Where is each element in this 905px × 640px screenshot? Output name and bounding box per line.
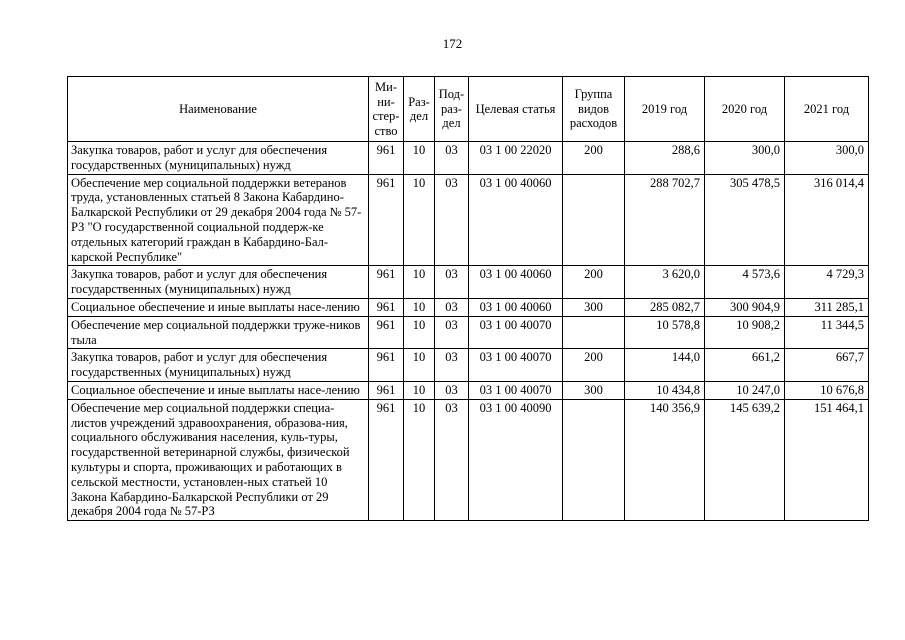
cell-section: 10 bbox=[404, 399, 435, 520]
cell-target: 03 1 00 40090 bbox=[469, 399, 563, 520]
header-group: Группа видов расходов bbox=[563, 77, 625, 142]
table-row bbox=[68, 349, 869, 382]
header-name: Наименование bbox=[68, 77, 369, 142]
cell-group: 200 bbox=[563, 349, 625, 382]
cell-name: Социальное обеспечение и иные выплаты насе-лению bbox=[68, 298, 369, 316]
cell-2021: 667,7 bbox=[785, 349, 869, 382]
cell-group: 200 bbox=[563, 142, 625, 175]
cell-subsection: 03 bbox=[435, 349, 469, 382]
cell-2019: 144,0 bbox=[625, 349, 705, 382]
cell-name: Закупка товаров, работ и услуг для обеспечения государственных (муниципальных) нужд bbox=[68, 349, 369, 382]
cell-subsection: 03 bbox=[435, 381, 469, 399]
cell-2019: 285 082,7 bbox=[625, 298, 705, 316]
cell-name: Обеспечение мер социальной поддержки труже-ников тыла bbox=[68, 316, 369, 349]
table-row bbox=[68, 298, 869, 316]
cell-2020: 300 904,9 bbox=[705, 298, 785, 316]
cell-2021: 300,0 bbox=[785, 142, 869, 175]
cell-2019: 10 434,8 bbox=[625, 381, 705, 399]
cell-ministry: 961 bbox=[369, 174, 404, 266]
cell-target: 03 1 00 40070 bbox=[469, 316, 563, 349]
cell-2020: 305 478,5 bbox=[705, 174, 785, 266]
cell-2019: 288 702,7 bbox=[625, 174, 705, 266]
table-row bbox=[68, 174, 869, 266]
cell-group: 300 bbox=[563, 298, 625, 316]
cell-2019: 3 620,0 bbox=[625, 266, 705, 299]
cell-2020: 4 573,6 bbox=[705, 266, 785, 299]
header-subsection: Под-раз-дел bbox=[435, 77, 469, 142]
cell-section: 10 bbox=[404, 298, 435, 316]
cell-2021: 10 676,8 bbox=[785, 381, 869, 399]
cell-2021: 311 285,1 bbox=[785, 298, 869, 316]
cell-section: 10 bbox=[404, 174, 435, 266]
table-row bbox=[68, 381, 869, 399]
cell-subsection: 03 bbox=[435, 316, 469, 349]
header-ministry: Ми-ни-стер-ство bbox=[369, 77, 404, 142]
cell-name: Обеспечение мер социальной поддержки специа-листов учреждений здравоохранения, образова-ния, социального обслуживания населения, куль-туры, государственной ветеринарной службы, физической культуры и спорта, проживающих и работающих в сельской местности, установлен-ных статьей 10 Закона Кабардино-Балкарской Республики от 29 декабря 2004 года № 57-РЗ bbox=[68, 399, 369, 520]
header-target: Целевая статья bbox=[469, 77, 563, 142]
cell-name: Обеспечение мер социальной поддержки ветеранов труда, установленных статьей 8 Закона Кабардино-Балкарской Республики от 29 декабря 2004 года № 57-РЗ "О государственной социальной поддерж-ке отдельных категорий граждан в Кабардино-Бал-карской Республике" bbox=[68, 174, 369, 266]
header-2021: 2021 год bbox=[785, 77, 869, 142]
cell-group: 200 bbox=[563, 266, 625, 299]
cell-subsection: 03 bbox=[435, 298, 469, 316]
cell-2020: 661,2 bbox=[705, 349, 785, 382]
cell-target: 03 1 00 22020 bbox=[469, 142, 563, 175]
cell-section: 10 bbox=[404, 266, 435, 299]
cell-2021: 4 729,3 bbox=[785, 266, 869, 299]
cell-target: 03 1 00 40070 bbox=[469, 349, 563, 382]
cell-ministry: 961 bbox=[369, 142, 404, 175]
cell-2020: 300,0 bbox=[705, 142, 785, 175]
cell-ministry: 961 bbox=[369, 399, 404, 520]
cell-2020: 10 908,2 bbox=[705, 316, 785, 349]
cell-ministry: 961 bbox=[369, 298, 404, 316]
header-2020: 2020 год bbox=[705, 77, 785, 142]
cell-2019: 288,6 bbox=[625, 142, 705, 175]
table-row bbox=[68, 266, 869, 299]
cell-subsection: 03 bbox=[435, 399, 469, 520]
cell-subsection: 03 bbox=[435, 174, 469, 266]
cell-ministry: 961 bbox=[369, 349, 404, 382]
cell-target: 03 1 00 40070 bbox=[469, 381, 563, 399]
cell-2019: 10 578,8 bbox=[625, 316, 705, 349]
cell-section: 10 bbox=[404, 349, 435, 382]
cell-target: 03 1 00 40060 bbox=[469, 298, 563, 316]
cell-subsection: 03 bbox=[435, 142, 469, 175]
cell-group bbox=[563, 174, 625, 266]
table-row bbox=[68, 399, 869, 520]
cell-group bbox=[563, 399, 625, 520]
budget-table bbox=[67, 76, 869, 521]
header-2019: 2019 год bbox=[625, 77, 705, 142]
cell-2020: 145 639,2 bbox=[705, 399, 785, 520]
cell-2021: 11 344,5 bbox=[785, 316, 869, 349]
cell-name: Социальное обеспечение и иные выплаты насе-лению bbox=[68, 381, 369, 399]
cell-section: 10 bbox=[404, 381, 435, 399]
cell-2020: 10 247,0 bbox=[705, 381, 785, 399]
cell-section: 10 bbox=[404, 142, 435, 175]
cell-2019: 140 356,9 bbox=[625, 399, 705, 520]
cell-name: Закупка товаров, работ и услуг для обеспечения государственных (муниципальных) нужд bbox=[68, 266, 369, 299]
cell-ministry: 961 bbox=[369, 381, 404, 399]
table-row bbox=[68, 142, 869, 175]
cell-ministry: 961 bbox=[369, 266, 404, 299]
header-row bbox=[68, 77, 869, 142]
page-number: 172 bbox=[442, 36, 463, 51]
cell-2021: 151 464,1 bbox=[785, 399, 869, 520]
table-row bbox=[68, 316, 869, 349]
header-section: Раз-дел bbox=[404, 77, 435, 142]
cell-section: 10 bbox=[404, 316, 435, 349]
cell-target: 03 1 00 40060 bbox=[469, 266, 563, 299]
cell-group: 300 bbox=[563, 381, 625, 399]
cell-group bbox=[563, 316, 625, 349]
cell-2021: 316 014,4 bbox=[785, 174, 869, 266]
cell-name: Закупка товаров, работ и услуг для обеспечения государственных (муниципальных) нужд bbox=[68, 142, 369, 175]
cell-ministry: 961 bbox=[369, 316, 404, 349]
cell-subsection: 03 bbox=[435, 266, 469, 299]
cell-target: 03 1 00 40060 bbox=[469, 174, 563, 266]
